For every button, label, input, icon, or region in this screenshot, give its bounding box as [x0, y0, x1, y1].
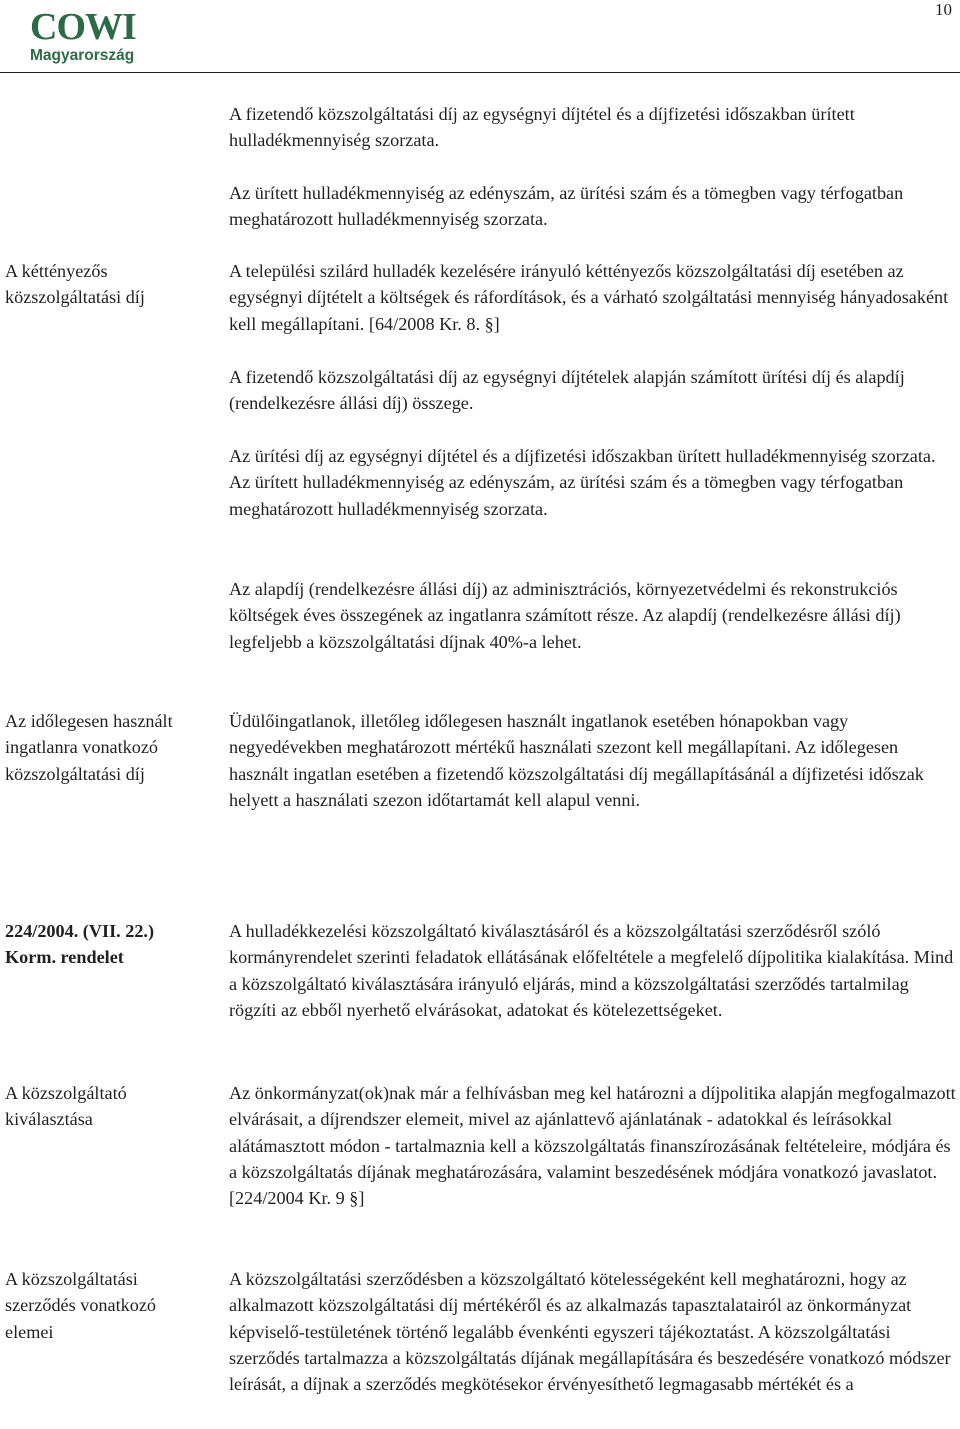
- selection-paragraph: Az önkormányzat(ok)nak már a felhívásban meg kel határozni a díjpolitika alapján megfogalmazott elvárásait, a díjrendszer elemeit, mivel az ajánlattevő ajánlatának - adatokkal és leírásokkal alátámasztott módon - tartalmaznia kell a közszolgáltatás finanszírozásának feltételeire, módjára és a közszolgáltatás díjának meghatározására, valamint beszedésének módjára vonatkozó javaslatot. [224/2004 Kr. 9 §]: [229, 1083, 956, 1209]
- two-factor-paragraph-3: Az ürítési díj az egységnyi díjtétel és a díjfizetési időszakban ürített hulladékmennyiség szorzata. Az ürített hulladékmennyiség az edényszám, az ürítési szám és a tömegben vagy térfogatban meghatározott hulladékmennyiség szorzata.: [229, 446, 936, 519]
- header-divider: [0, 72, 960, 73]
- two-factor-paragraph-1: A települési szilárd hulladék kezelésére irányuló kéttényezős közszolgáltatási díj esetében az egységnyi díjtételt a költségek és ráfordítások, és a várható szolgáltatási mennyiség hányadosaként kell megállapítani. [64/2008 Kr. 8. §]: [229, 261, 949, 334]
- temporary-use-label: Az időlegesen használt ingatlanra vonatkozó közszolgáltatási díj: [5, 711, 173, 784]
- two-factor-paragraph-4: Az alapdíj (rendelkezésre állási díj) az adminisztrációs, környezetvédelmi és rekonstrukciós költségek éves összegének az ingatlanra számított része. Az alapdíj (rendelkezésre állási díj) legfeljebb a közszolgáltatási díjnak 40%-a lehet.: [229, 579, 901, 652]
- intro-paragraph-2: Az ürített hulladékmennyiség az edényszám, az ürítési szám és a tömegben vagy térfogatban meghatározott hulladékmennyiség szorzata.: [229, 183, 904, 230]
- decree-label: 224/2004. (VII. 22.) Korm. rendelet: [5, 921, 155, 968]
- intro-paragraph-1: A fizetendő közszolgáltatási díj az egységnyi díjtétel és a díjfizetési időszakban ürített hulladékmennyiség szorzata.: [229, 104, 855, 151]
- two-factor-paragraph-2: A fizetendő közszolgáltatási díj az egységnyi díjtételek alapján számított ürítési díj és alapdíj (rendelkezésre állási díj) összege.: [229, 367, 905, 414]
- temporary-use-paragraph: Üdülőingatlanok, illetőleg időlegesen használt ingatlanok esetében hónapokban vagy negyedévekben meghatározott mértékű használati szezont kell megállapítani. Az időlegesen használt ingatlan esetében a fizetendő közszolgáltatási díj megállapításánál a díjfizetési időszak helyett a használati szezon időtartamát kell alapul venni.: [229, 711, 924, 810]
- page-number: 10: [935, 0, 952, 19]
- contract-label: A közszolgáltatási szerződés vonatkozó elemei: [5, 1269, 156, 1342]
- logo-wordmark: COWI: [30, 6, 136, 48]
- contract-paragraph: A közszolgáltatási szerződésben a közszolgáltató kötelességeként kell meghatározni, hogy az alkalmazott közszolgáltatási díj mértékéről és az alkalmazás tapasztalatairól az önkormányzat képviselő-testületének történő legalább évenkénti egyszeri tájékoztatást. A közszolgáltatási szerződés tartalmazza a közszolgáltatás díjának megállapítására és beszedésére vonatkozó módszer leírását, a díjnak a szerződés megkötésekor érvényesíthető legmagasabb mértékét és a: [229, 1269, 951, 1395]
- selection-label: A közszolgáltató kiválasztása: [5, 1083, 127, 1130]
- logo-country: Magyarország: [30, 47, 135, 64]
- two-factor-fee-label: A kéttényezős közszolgáltatási díj: [5, 261, 145, 308]
- decree-paragraph: A hulladékkezelési közszolgáltató kiválasztásáról és a közszolgáltatási szerződésről szóló kormányrendelet szerinti feladatok ellátásának előfeltétele a megfelelő díjpolitika kialakítása. Mind a közszolgáltató kiválasztására irányuló eljárás, mind a közszolgáltatási szerződés tartalmilag rögzíti az ebből nyerhető elvárásokat, adatokat és kötelezettségeket.: [229, 921, 954, 1020]
- cowi-logo: [30, 8, 150, 70]
